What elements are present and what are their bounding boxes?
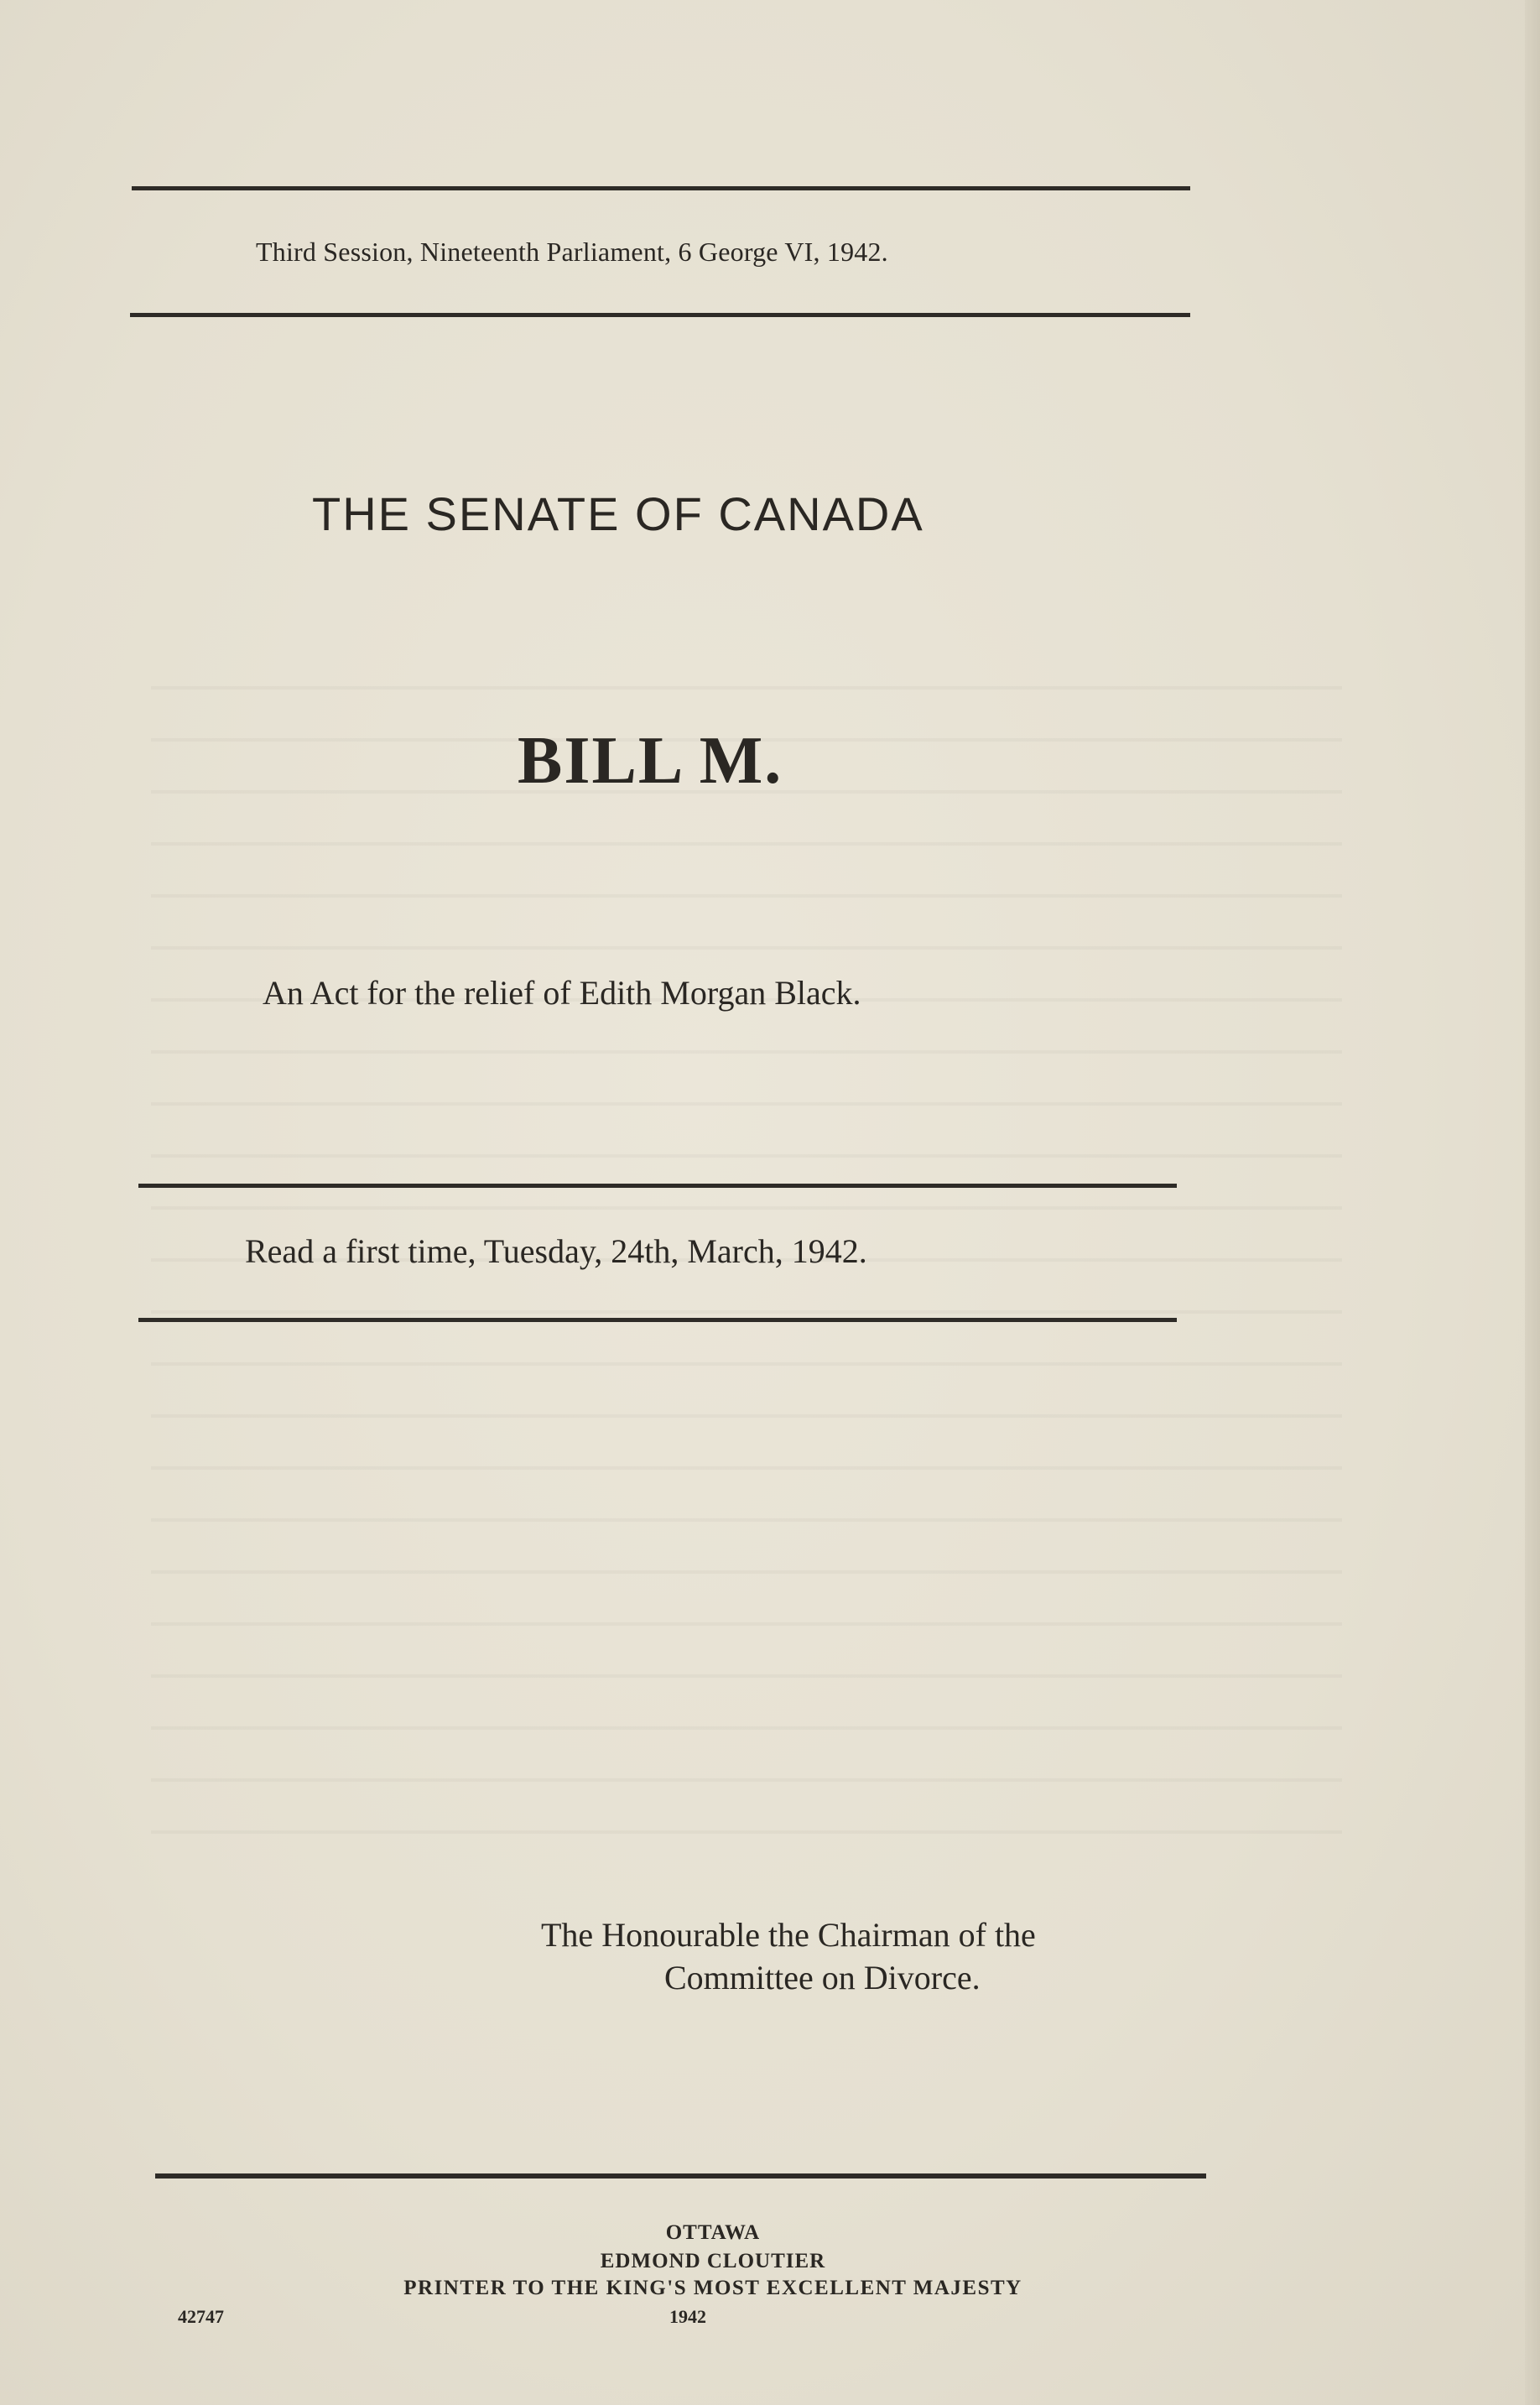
bill-title: BILL M. xyxy=(518,724,783,798)
bottom-rule xyxy=(155,2173,1206,2179)
sponsor-line-2: Committee on Divorce. xyxy=(664,1959,981,1996)
reading-rule-bottom xyxy=(138,1318,1177,1322)
imprint-printer: EDMOND CLOUTIER xyxy=(600,2250,826,2272)
top-rule-1 xyxy=(132,186,1190,190)
reading-rule-top xyxy=(138,1184,1177,1188)
senate-heading: THE SENATE OF CANADA xyxy=(312,487,924,540)
imprint-title: PRINTER TO THE KING'S MOST EXCELLENT MAJESTY xyxy=(403,2277,1022,2299)
sponsor-line-1: The Honourable the Chairman of the xyxy=(541,1916,1036,1954)
imprint-city: OTTAWA xyxy=(665,2221,761,2244)
session-line: Third Session, Nineteenth Parliament, 6 George VI, 1942. xyxy=(256,237,888,267)
imprint-year: 1942 xyxy=(669,2306,706,2327)
top-rule-2 xyxy=(130,313,1190,317)
page-edge xyxy=(1525,0,1540,2405)
imprint-job-number: 42747 xyxy=(178,2306,224,2327)
act-description: An Act for the relief of Edith Morgan Black. xyxy=(263,974,861,1012)
first-reading-line: Read a first time, Tuesday, 24th, March, 1942. xyxy=(245,1232,867,1270)
